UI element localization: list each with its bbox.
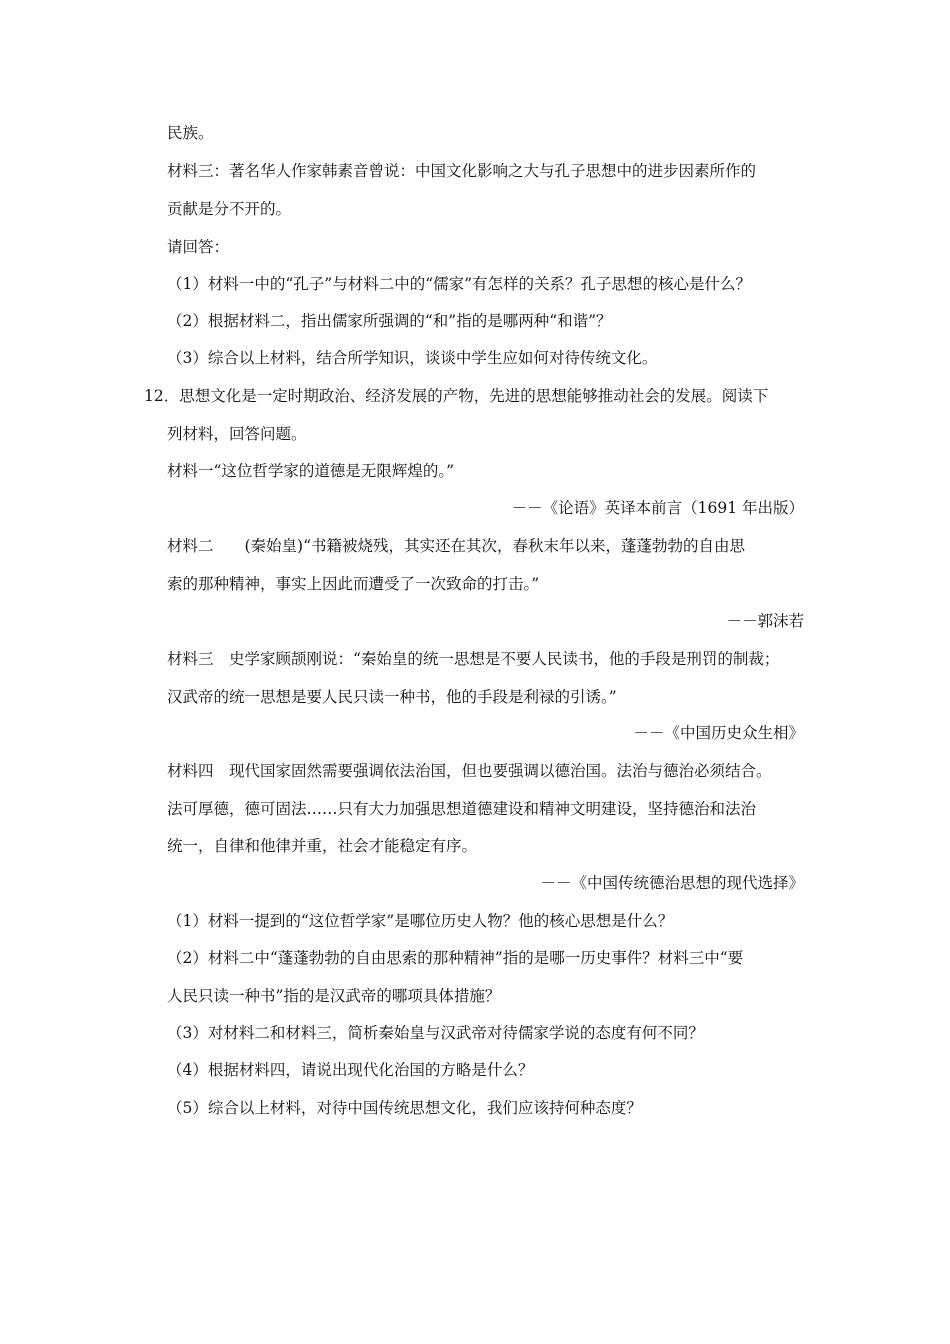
text-line: 统一，自律和他律并重，社会才能稳定有序。 — [167, 837, 478, 855]
source-citation: －－《论语》英译本前言（1691 年出版） — [511, 499, 804, 517]
question-line: （3）综合以上材料，结合所学知识，谈谈中学生应如何对待传统文化。 — [167, 349, 658, 367]
question-12-stem: 12．思想文化是一定时期政治、经济发展的产物，先进的思想能够推动社会的发展。阅读下 — [144, 387, 769, 405]
text-line: 汉武帝的统一思想是要人民只读一种书，他的手段是利禄的引诱。” — [167, 688, 617, 706]
material-one: 材料一“这位哲学家的道德是无限辉煌的。” — [167, 462, 455, 480]
question-line: （2）材料二中“蓬蓬勃勃的自由思索的那种精神”指的是哪一历史事件？材料三中“要 — [167, 949, 744, 967]
text-line: 人民只读一种书”指的是汉武帝的哪项具体措施？ — [167, 987, 501, 1005]
question-line: （4）根据材料四，请说出现代化治国的方略是什么？ — [167, 1061, 534, 1079]
material-two: 材料二 (秦始皇)“书籍被烧残，其实还在其次，春秋末年以来，蓬蓬勃勃的自由思 — [167, 537, 746, 555]
source-citation: －－《中国历史众生相》 — [633, 724, 804, 742]
material-four: 材料四 现代国家固然需要强调依法治国，但也要强调以德治国。法治与德治必须结合。 — [167, 762, 772, 780]
question-line: （3）对材料二和材料三，简析秦始皇与汉武帝对待儒家学说的态度有何不同？ — [167, 1024, 704, 1042]
text-line: 材料三：著名华人作家韩素音曾说：中国文化影响之大与孔子思想中的进步因素所作的 — [167, 162, 757, 180]
text-line: 贡献是分不开的。 — [167, 200, 292, 218]
question-line: （5）综合以上材料，对待中国传统思想文化，我们应该持何种态度？ — [167, 1099, 642, 1117]
source-citation: －－郭沫若 — [726, 612, 804, 630]
text-line: 列材料，回答问题。 — [167, 425, 307, 443]
question-line: （1）材料一提到的“这位哲学家”是哪位历史人物？他的核心思想是什么？ — [167, 912, 674, 930]
text-line: 请回答： — [167, 238, 230, 256]
text-line: 民族。 — [167, 124, 214, 142]
source-citation: －－《中国传统德治思想的现代选择》 — [540, 874, 804, 892]
text-line: 法可厚德，德可固法……只有大力加强思想道德建设和精神文明建设，坚持德治和法治 — [167, 800, 757, 818]
material-three: 材料三 史学家顾颉刚说：“秦始皇的统一思想是不要人民读书，他的手段是刑罚的制裁； — [167, 650, 780, 668]
text-line: 索的那种精神，事实上因此而遭受了一次致命的打击。” — [167, 575, 540, 593]
question-line: （1）材料一中的“孔子”与材料二中的“儒家”有怎样的关系？孔子思想的核心是什么？ — [167, 275, 752, 293]
question-line: （2）根据材料二，指出儒家所强调的“和”指的是哪两种“和谐”？ — [167, 312, 612, 330]
